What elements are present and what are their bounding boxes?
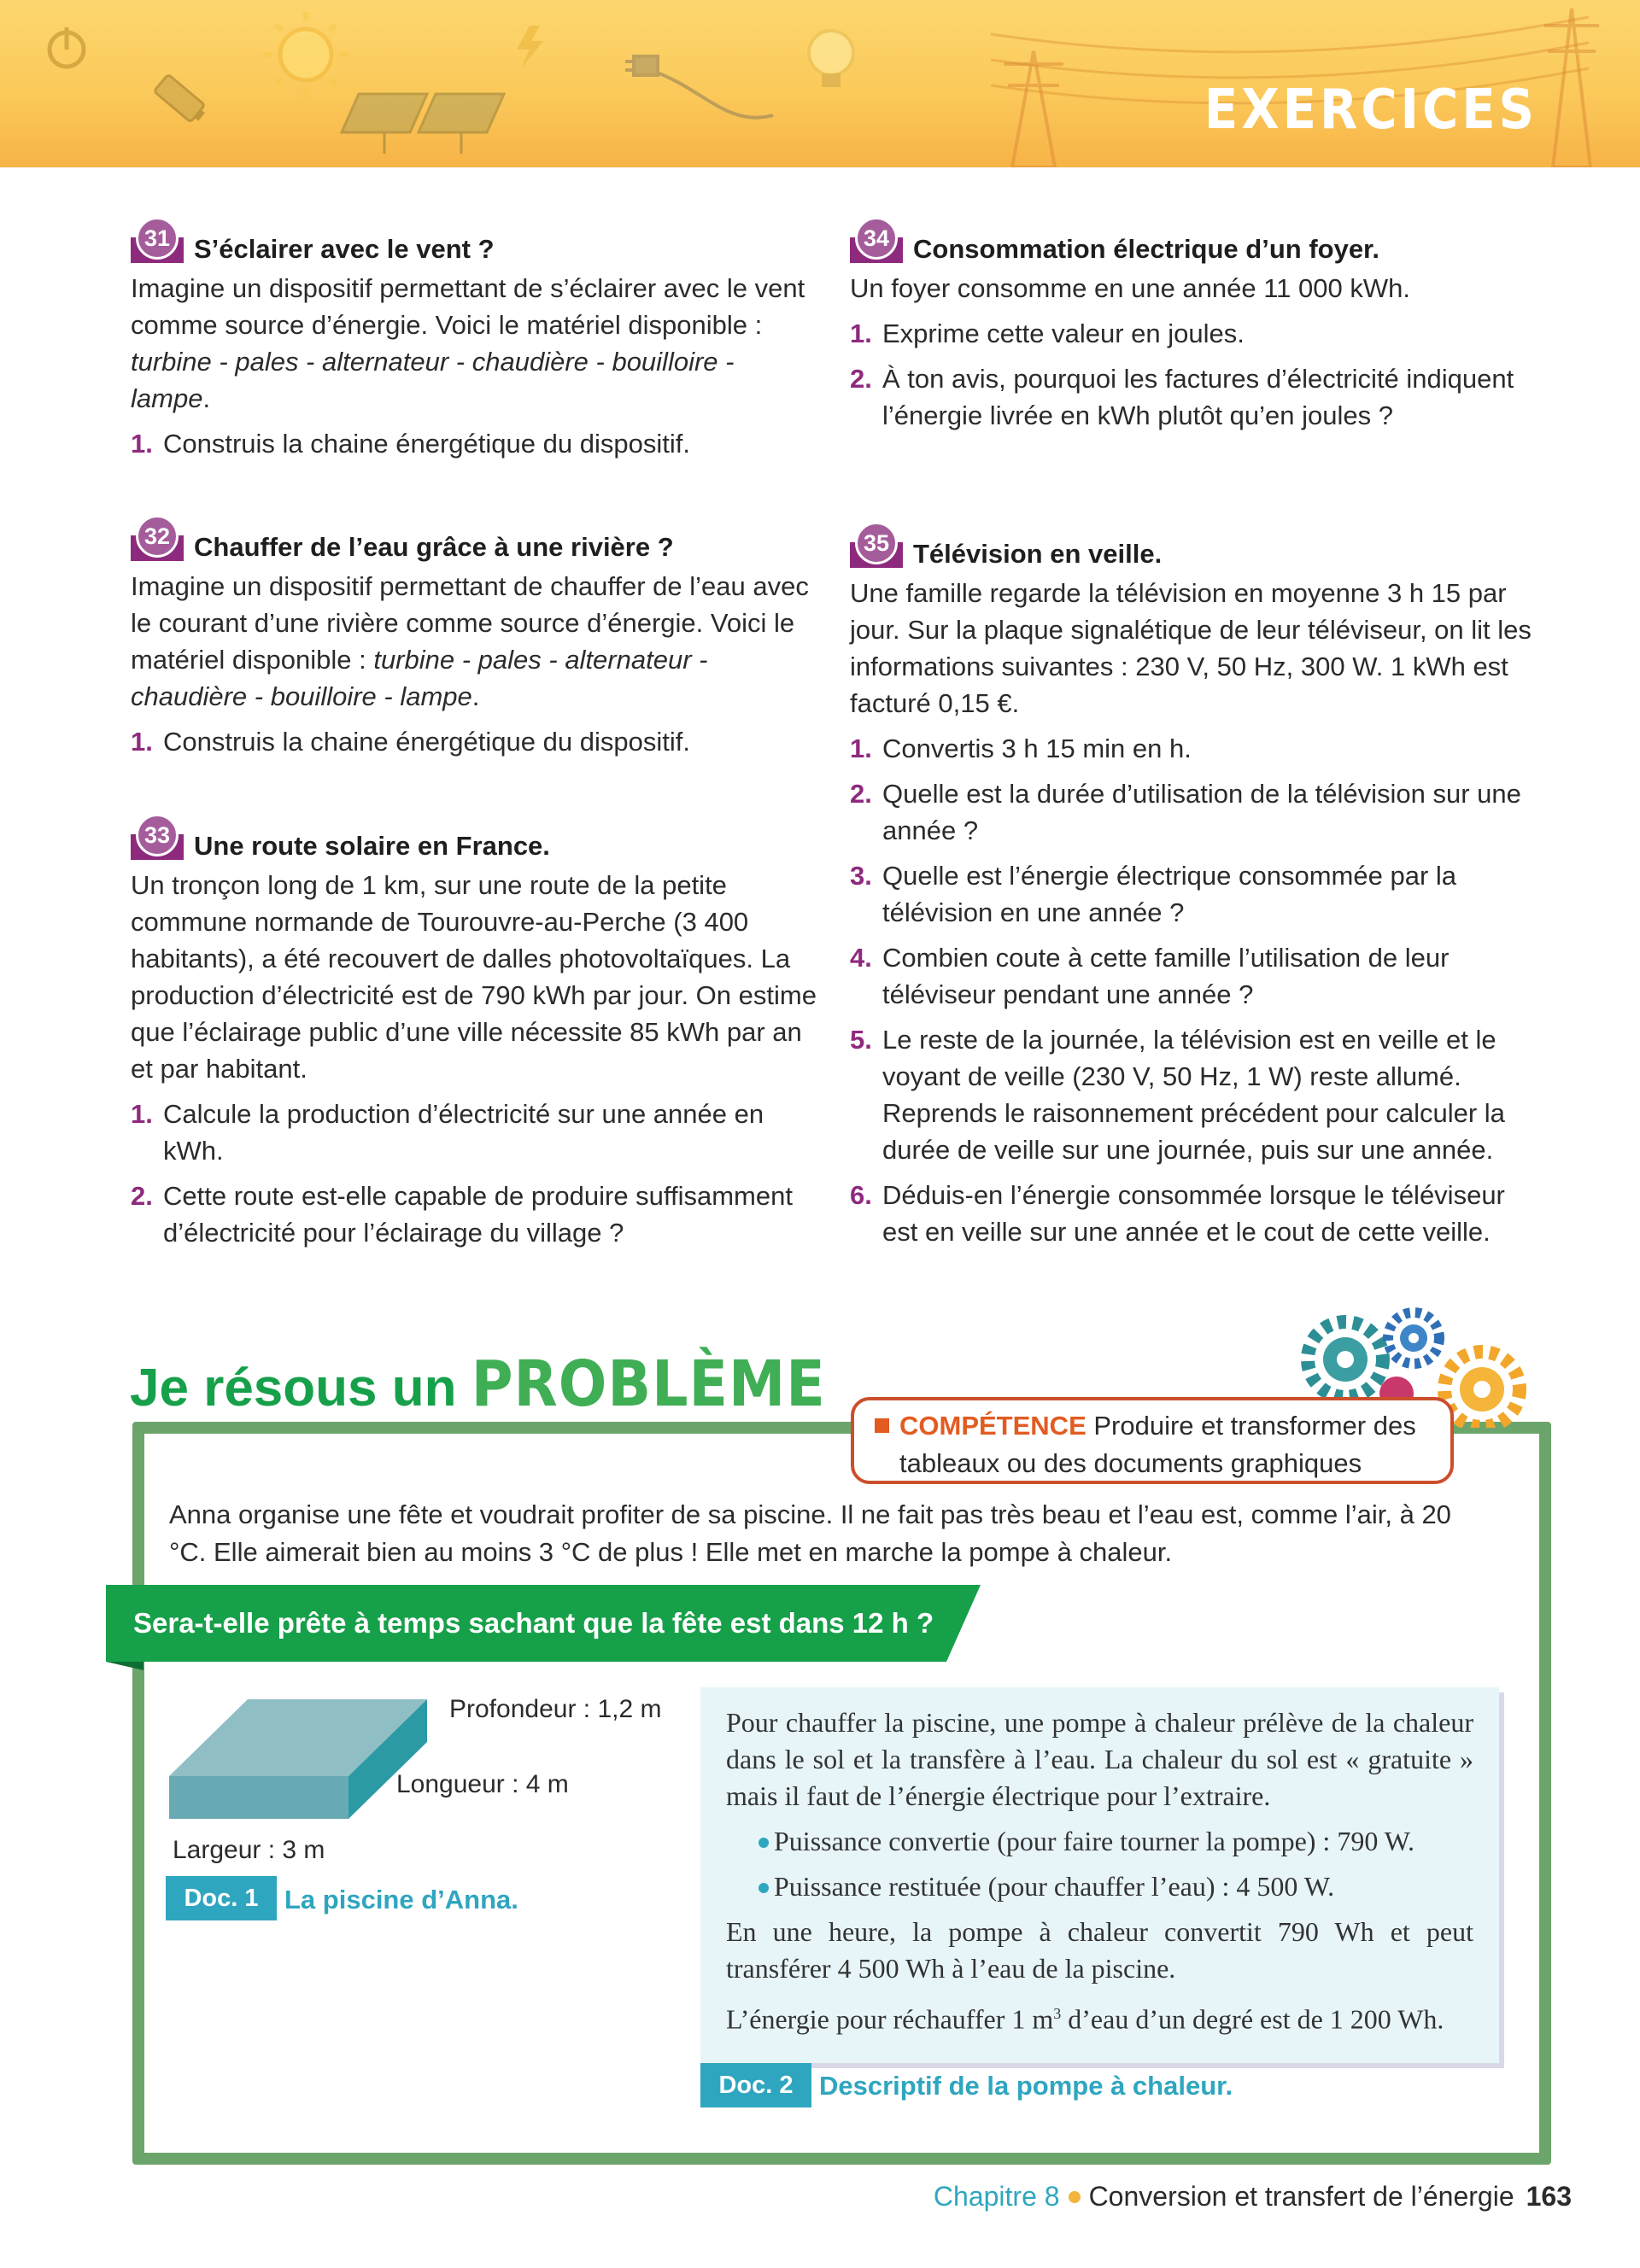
materials-list: turbine - pales - alternateur - chaudière - bouilloire - lampe: [131, 347, 735, 413]
doc2-paragraph: Pour chauffer la piscine, une pompe à chaleur prélève de la chaleur dans le sol et la transfère à l’eau. La chaleur du sol est « gratuite » mais il faut de l’énergie électrique pour l’extraire.: [726, 1707, 1473, 1811]
lightbulb-icon: [809, 31, 853, 87]
gear-icon: [1444, 1352, 1520, 1427]
doc2-tag: Doc. 2: [700, 2063, 811, 2107]
question: 2. Cette route est-elle capable de produire suffisamment d’électricité pour l’éclairage du village ?: [131, 1181, 793, 1248]
materials-list: turbine - pales - alternateur - chaudière - bouilloire - lampe: [131, 645, 708, 711]
pool-width-label: Largeur : 3 m: [173, 1836, 325, 1864]
exercise-intro: Une famille regarde la télévision en moyenne 3 h 15 par jour. Sur la plaque signalétique de leur téléviseur, on lit les informations suivantes : 230 V, 50 Hz, 300 W. 1 kWh est facturé 0,15 €.: [850, 578, 1532, 718]
solar-panel-icon: [342, 94, 504, 154]
doc2-bullet: Puissance convertie (pour faire tourner la pompe) : 790 W.: [726, 1823, 1473, 1860]
question: 1. Construis la chaine énergétique du dispositif.: [131, 727, 690, 757]
exercise-number-badge: 32: [136, 515, 179, 558]
dot-separator-icon: [1069, 2191, 1081, 2203]
problem-question: Sera-t-elle prête à temps sachant que la fête est dans 12 h ?: [133, 1607, 934, 1639]
exercise-number-badge: 35: [855, 522, 898, 564]
problem-intro: Anna organise une fête et voudrait profiter de sa piscine. Il ne fait pas très beau et l’eau est, comme l’air, à 20 °C. Elle aimerait bien au moins 3 °C de plus ! Elle met en marche la pompe à chaleur.: [169, 1499, 1451, 1567]
question: 2. À ton avis, pourquoi les factures d’électricité indiquent l’énergie livrée en kWh plutôt qu’en joules ?: [850, 364, 1514, 430]
competence-box: [851, 1397, 1454, 1484]
doc1-pool: [162, 1686, 692, 1943]
question: 5. Le reste de la journée, la télévision est en veille et le voyant de veille (230 V, 50 Hz, 1 W) reste allumé. Reprends le raisonnement précédent pour calculer la durée de veille sur une journée, puis sur une année.: [850, 1025, 1505, 1165]
question: 2. Quelle est la durée d’utilisation de la télévision sur une année ?: [850, 779, 1521, 845]
doc2-caption: Descriptif de la pompe à chaleur.: [819, 2071, 1233, 2101]
exercise-title: Une route solaire en France.: [194, 831, 550, 861]
gear-icon: [1308, 1322, 1383, 1397]
question: 6. Déduis-en l’énergie consommée lorsque le téléviseur est en veille sur une année et le cout de cette veille.: [850, 1180, 1505, 1247]
doc1-tag: Doc. 1: [166, 1876, 277, 1920]
doc2-paragraph: En une heure, la pompe à chaleur convertit 790 Wh et peut transférer 4 500 Wh à l’eau de la piscine.: [726, 1916, 1473, 1984]
footer-chapter: Chapitre 8: [933, 2181, 1060, 2212]
header-banner: [0, 0, 1640, 167]
power-icon: [50, 27, 84, 67]
bullet-icon: [758, 1883, 769, 1893]
exercise-34: [850, 212, 1546, 434]
exercise-intro: Imagine un dispositif permettant de s’éclairer avec le vent comme source d’énergie. Voici le matériel disponible : turbine - pales - alternateur - chaudière - bouilloire - lampe.: [131, 273, 805, 413]
exercise-intro: Un foyer consomme en une année 11 000 kWh.: [850, 273, 1410, 303]
exercise-number-badge: 34: [855, 217, 898, 260]
page-number: 163: [1526, 2181, 1572, 2212]
exercise-title: S’éclairer avec le vent ?: [194, 234, 495, 264]
exercise-title: Consommation électrique d’un foyer.: [913, 234, 1380, 264]
exercise-number-badge: 31: [136, 217, 179, 260]
pool-length-label: Longueur : 4 m: [396, 1770, 569, 1798]
exercise-number-badge: 33: [136, 814, 179, 856]
competence-text-line1: Produire et transformer des: [1093, 1411, 1416, 1441]
sun-icon: [263, 12, 348, 97]
question: 1. Convertis 3 h 15 min en h.: [850, 734, 1192, 763]
exercise-title: Chauffer de l’eau grâce à une rivière ?: [194, 532, 674, 562]
doc1-caption: La piscine d’Anna.: [284, 1885, 518, 1914]
exercise-31: [131, 212, 818, 462]
problem-question-band: [106, 1585, 981, 1670]
question: 3. Quelle est l’énergie électrique consommée par la télévision en une année ?: [850, 861, 1457, 927]
problem-heading: Je résous un PROBLÈME: [130, 1347, 826, 1421]
gear-icon: [1388, 1312, 1439, 1364]
bullet-icon: [758, 1838, 769, 1848]
doc2-paragraph: L’énergie pour réchauffer 1 $m^3$ d’eau d’un degré est de 1 200 Wh.: [726, 2003, 1444, 2035]
pool-depth-label: Profondeur : 1,2 m: [449, 1695, 662, 1723]
question: 1. Exprime cette valeur en joules.: [850, 319, 1245, 348]
exercise-intro: Un tronçon long de 1 km, sur une route de la petite commune normande de Tourouvre-au-Perche (3 400 habitants), a été recouvert de dalles photovoltaïques. La production d’électricité est de 790 kWh par jour. On estime que l’éclairage public d’une ville nécessite 85 kWh par an et par habitant.: [131, 870, 817, 1084]
exercise-title: Télévision en veille.: [913, 539, 1163, 569]
lightning-icon: [517, 26, 543, 68]
question: 1. Construis la chaine énergétique du dispositif.: [131, 429, 690, 459]
exercise-35: [850, 517, 1546, 1250]
competence-label: COMPÉTENCE: [899, 1411, 1086, 1441]
exercise-33: [131, 809, 823, 1251]
footer-chapter-title: Conversion et transfert de l’énergie: [1088, 2181, 1514, 2212]
plug-icon: [625, 56, 773, 118]
page-footer: [934, 2181, 1572, 2212]
section-title: EXERCICES: [1204, 79, 1538, 142]
question: 1. Calcule la production d’électricité sur une année en kWh.: [131, 1099, 764, 1166]
exercise-intro: Imagine un dispositif permettant de chauffer de l’eau avec le courant d’une rivière comme source d’énergie. Voici le matériel disponible : turbine - pales - alternateur - chaudière - bouilloire - lampe.: [131, 571, 809, 711]
competence-text-line2: tableaux ou des documents graphiques: [899, 1448, 1362, 1478]
question: 4. Combien coute à cette famille l’utilisation de leur téléviseur pendant une année ?: [850, 943, 1450, 1009]
battery-icon: [154, 74, 208, 126]
doc2-heat-pump: [700, 1687, 1499, 2063]
doc2-bullet: Puissance restituée (pour chauffer l’eau) : 4 500 W.: [726, 1868, 1473, 1905]
exercise-32: [131, 510, 818, 760]
square-bullet-icon: [875, 1418, 889, 1433]
pool-illustration: [162, 1686, 453, 1840]
